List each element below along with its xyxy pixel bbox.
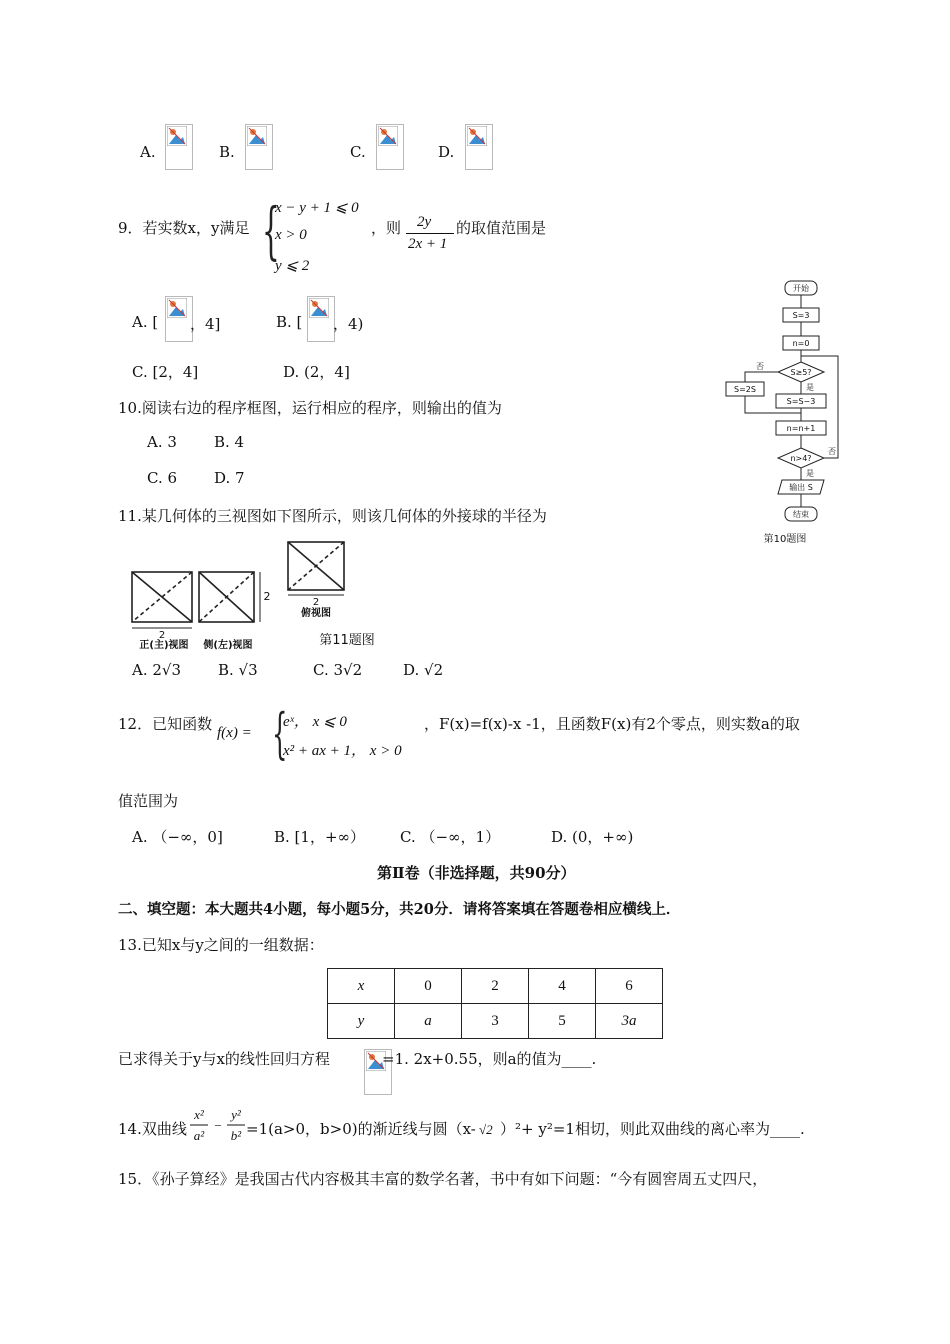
flow-s-init-text: S=3 xyxy=(792,311,810,320)
q13-stem: 13.已知x与y之间的一组数据： xyxy=(118,936,324,954)
flow-caption: 第10题图 xyxy=(763,534,807,545)
flow-yes1-text: 是 xyxy=(806,383,814,392)
table-row xyxy=(328,969,663,1004)
q9-option-a-suffix: ，4] xyxy=(190,315,221,333)
q13-after-prefix: 已求得关于y与x的线性回归方程 xyxy=(118,1050,330,1068)
table-cell: 6 xyxy=(596,969,663,1004)
q9-option-d: D. (2，4] xyxy=(283,363,350,381)
q8-option-a: A. xyxy=(140,143,156,161)
q9-constraint-3: y ⩽ 2 xyxy=(275,258,310,274)
q12-option-c: C. （−∞，1） xyxy=(400,828,501,846)
q11-three-views xyxy=(122,532,427,660)
q10-option-c: C. 6 xyxy=(147,469,178,487)
flow-no2-text: 否 xyxy=(828,447,836,456)
q12-case1: eˣ， x ⩽ 0 xyxy=(283,714,347,730)
table-cell: a xyxy=(395,1004,462,1039)
q11-option-c: C. 3√2 xyxy=(313,661,363,679)
q8-option-c: C. xyxy=(350,143,366,161)
table-cell: x xyxy=(328,969,395,1004)
front-view-label: 正(主)视图 xyxy=(139,640,189,651)
q12-stem-cont: 值范围为 xyxy=(118,792,179,810)
svg-text:a²: a² xyxy=(193,1128,205,1143)
q14-eq-rest: =1(a>0，b>0)的渐近线与圆（x- xyxy=(246,1120,476,1138)
q11-option-d: D. √2 xyxy=(403,661,444,679)
flow-cond2-text: n>4? xyxy=(790,454,812,463)
table-row xyxy=(328,1004,663,1039)
table-cell: y xyxy=(328,1004,395,1039)
q9-option-a-prefix: A. [ xyxy=(132,313,159,331)
q12-option-a: A. （−∞，0] xyxy=(132,828,223,846)
q12-option-b: B. [1，+∞） xyxy=(274,828,366,846)
q13-after-suffix: =1. 2x+0.55，则a的值为____. xyxy=(382,1050,597,1068)
table-cell: 3 xyxy=(462,1004,529,1039)
q12-case2: x² + ax + 1， x > 0 xyxy=(283,743,402,759)
q9-stem-suffix: 的取值范围是 xyxy=(456,219,547,237)
flow-inc-text: n=n+1 xyxy=(786,424,816,433)
q9-mid: ，则 xyxy=(371,219,402,237)
table-cell: 2 xyxy=(462,969,529,1004)
q11-option-a: A. 2√3 xyxy=(132,661,182,679)
q12-stem-mid: ，F(x)=f(x)-x -1，且函数F(x)有2个零点，则实数a的取 xyxy=(424,715,800,733)
q14-prefix: 14.双曲线 xyxy=(118,1120,187,1138)
q8-option-d: D. xyxy=(438,143,455,161)
flow-end-text: 结束 xyxy=(793,510,809,519)
q9-constraint-2: x > 0 xyxy=(275,227,307,243)
front-dim: 2 xyxy=(158,630,166,641)
q10-stem: 10.阅读右边的程序框图，运行相应的程序，则输出的值为 xyxy=(118,399,502,417)
q10-flowchart xyxy=(720,278,850,548)
flow-left-text: S=2S xyxy=(734,385,756,394)
q9-stem-prefix: 9．若实数x，y满足 xyxy=(118,219,250,237)
q11-caption: 第11题图 xyxy=(319,633,375,648)
q8-option-b: B. xyxy=(219,143,235,161)
q10-option-b: B. 4 xyxy=(214,433,245,451)
q14-hyperbola-lhs xyxy=(190,1104,250,1150)
flow-right-text: S=S−3 xyxy=(786,397,816,406)
broken-image-icon xyxy=(165,124,193,170)
flow-yes2-text: 是 xyxy=(806,469,814,478)
q9-frac-den: 2x + 1 xyxy=(408,236,448,252)
q11-stem: 11.某几何体的三视图如下图所示，则该几何体的外接球的半径为 xyxy=(118,507,547,525)
broken-image-icon xyxy=(165,296,193,342)
broken-image-icon xyxy=(376,124,404,170)
q13-data-table xyxy=(327,968,663,1039)
flow-output-text: 输出 S xyxy=(789,483,813,492)
svg-text:y²: y² xyxy=(231,1107,241,1122)
top-view-label: 俯视图 xyxy=(301,608,331,619)
q11-option-b: B. √3 xyxy=(218,661,258,679)
q12-option-d: D. (0，+∞) xyxy=(551,828,634,846)
q14-circle-rest: ）²+ y²=1相切，则此双曲线的离心率为____. xyxy=(500,1120,805,1138)
table-cell: 4 xyxy=(529,969,596,1004)
flow-cond1-text: S≥5? xyxy=(790,368,812,377)
q9-brace: { xyxy=(262,194,280,267)
broken-image-icon xyxy=(307,296,335,342)
table-cell: 5 xyxy=(529,1004,596,1039)
q9-frac-num: 2y xyxy=(417,214,432,230)
q12-stem-prefix: 12．已知函数 xyxy=(118,715,213,733)
svg-text:−: − xyxy=(214,1118,222,1133)
q9-option-c: C. [2，4] xyxy=(132,363,199,381)
q10-option-a: A. 3 xyxy=(147,433,177,451)
broken-image-icon xyxy=(465,124,493,170)
q9-constraint-1: x − y + 1 ⩽ 0 xyxy=(275,200,359,216)
flow-n-init-text: n=0 xyxy=(792,339,810,348)
side-view-label: 侧(左)视图 xyxy=(203,640,253,651)
svg-text:x²: x² xyxy=(194,1107,204,1122)
q10-option-d: D. 7 xyxy=(214,469,245,487)
q12-brace: { xyxy=(272,702,288,765)
broken-image-icon xyxy=(245,124,273,170)
flow-start-text: 开始 xyxy=(793,284,809,293)
svg-text:b²: b² xyxy=(230,1128,242,1143)
table-cell: 3a xyxy=(596,1004,663,1039)
q9-option-b-prefix: B. [ xyxy=(276,313,303,331)
flow-no1-text: 否 xyxy=(756,362,764,371)
q14-sqrt2: √2 xyxy=(479,1122,493,1137)
table-cell: 0 xyxy=(395,969,462,1004)
top-dim: 2 xyxy=(312,597,320,608)
side-dim: 2 xyxy=(263,590,271,603)
section2-instruction: 二、填空题：本大题共4小题，每小题5分，共20分．请将答案填在答题卷相应横线上． xyxy=(118,901,681,918)
section2-title: 第Ⅱ卷（非选择题，共90分） xyxy=(377,864,576,882)
q9-frac-bar xyxy=(406,233,454,234)
q15-text: 15．《孙子算经》是我国古代内容极其丰富的数学名著，书中有如下问题：“今有圆窖周五丈四尺， xyxy=(118,1170,768,1188)
q9-option-b-suffix: ，4) xyxy=(333,315,364,333)
q12-fx: f(x) = xyxy=(217,725,252,741)
